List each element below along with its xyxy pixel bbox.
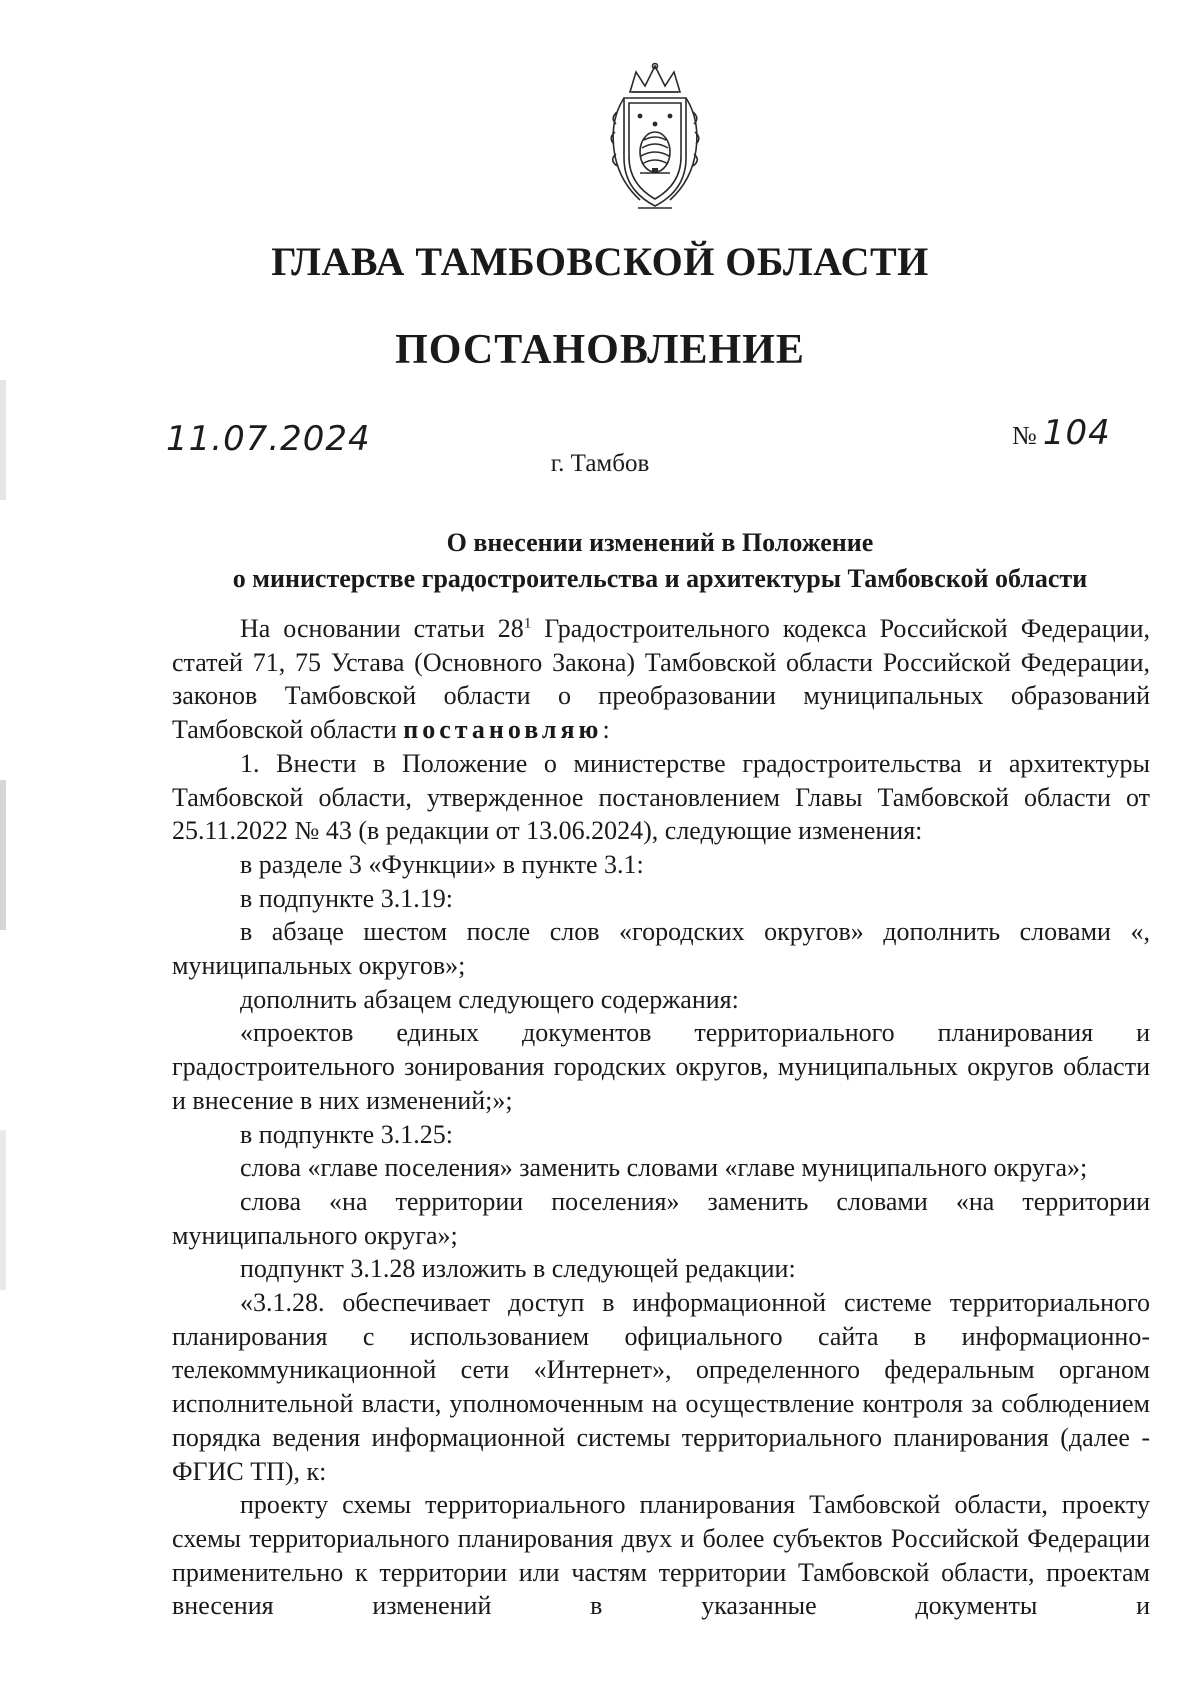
body-paragraph: слова «на территории поселения» заменить словами «на территории муниципального округа»;	[172, 1186, 1150, 1250]
title-line: о министерстве градостроительства и архитектуры Тамбовской области	[232, 564, 1088, 593]
number-value: 104	[1042, 413, 1111, 453]
decree-word: постановляю	[403, 715, 603, 745]
body-paragraph: в подпункте 3.1.25:	[240, 1119, 453, 1149]
body-paragraph: в разделе 3 «Функции» в пункте 3.1:	[240, 849, 644, 879]
scan-edge-mark	[0, 1130, 6, 1290]
city-name: г. Тамбов	[550, 450, 650, 477]
document-title	[160, 525, 1160, 597]
body-paragraph: «проектов единых документов территориального планирования и градостроительного зонирования городских округов, муниципальных округов области и внесение в них изменений;»;	[172, 1018, 1150, 1115]
preamble-paragraph	[172, 612, 1150, 747]
coat-of-arms-emblem	[600, 60, 710, 220]
body-paragraph: «3.1.28. обеспечивает доступ в информационной системе территориального планирования с использованием официального сайта в информационно-телекоммуникационной сети «Интернет», определенного федеральным органом исполнительной власти, уполномоченным на осуществление контроля за соблюдением порядка ведения информационной системы территориального планирования (далее - ФГИС ТП), к:	[172, 1288, 1150, 1486]
document-body	[172, 612, 1150, 1623]
superscript: 1	[523, 615, 532, 632]
body-paragraph: в абзаце шестом после слов «городских округов» дополнить словами «, муниципальных округов»;	[172, 917, 1150, 981]
scan-edge-mark	[0, 380, 6, 500]
body-paragraph: дополнить абзацем следующего содержания:	[240, 984, 739, 1014]
body-paragraph: проекту схемы территориального планирования Тамбовской области, проекту схемы территориального планирования двух и более субъектов Российской Федерации применительно к территории или частям территории Тамбовской области, проектам внесения изменений в указанные документы и	[172, 1490, 1150, 1621]
document-number	[1012, 413, 1111, 453]
body-paragraph: в подпункте 3.1.19:	[240, 883, 453, 913]
number-sign: №	[1012, 421, 1037, 450]
title-line: О внесении изменений в Положение	[446, 528, 874, 557]
scan-edge-mark	[0, 780, 6, 930]
document-type: ПОСТАНОВЛЕНИЕ	[395, 327, 805, 373]
document-date: 11.07.2024	[166, 419, 371, 459]
preamble-colon: :	[602, 715, 610, 745]
body-paragraph: 1. Внести в Положение о министерстве градостроительства и архитектуры Тамбовской области, утвержденное постановлением Главы Тамбовской области от 25.11.2022 № 43 (в редакции от 13.06.2024), следующие изменения:	[172, 748, 1150, 846]
body-paragraph: подпункт 3.1.28 изложить в следующей редакции:	[240, 1254, 796, 1284]
body-paragraph: слова «главе поселения» заменить словами «главе муниципального округа»;	[240, 1153, 1088, 1183]
preamble-text: На основании статьи 28	[240, 614, 524, 643]
preamble-text: Градостроительного кодекса Российской Федерации, статей 71, 75 Устава (Основного Закона) Тамбовской области Российской Федерации, законов Тамбовской области о преобразовании муниципальных образований Тамбовской области	[172, 614, 1150, 745]
issuing-authority: ГЛАВА ТАМБОВСКОЙ ОБЛАСТИ	[271, 239, 929, 284]
